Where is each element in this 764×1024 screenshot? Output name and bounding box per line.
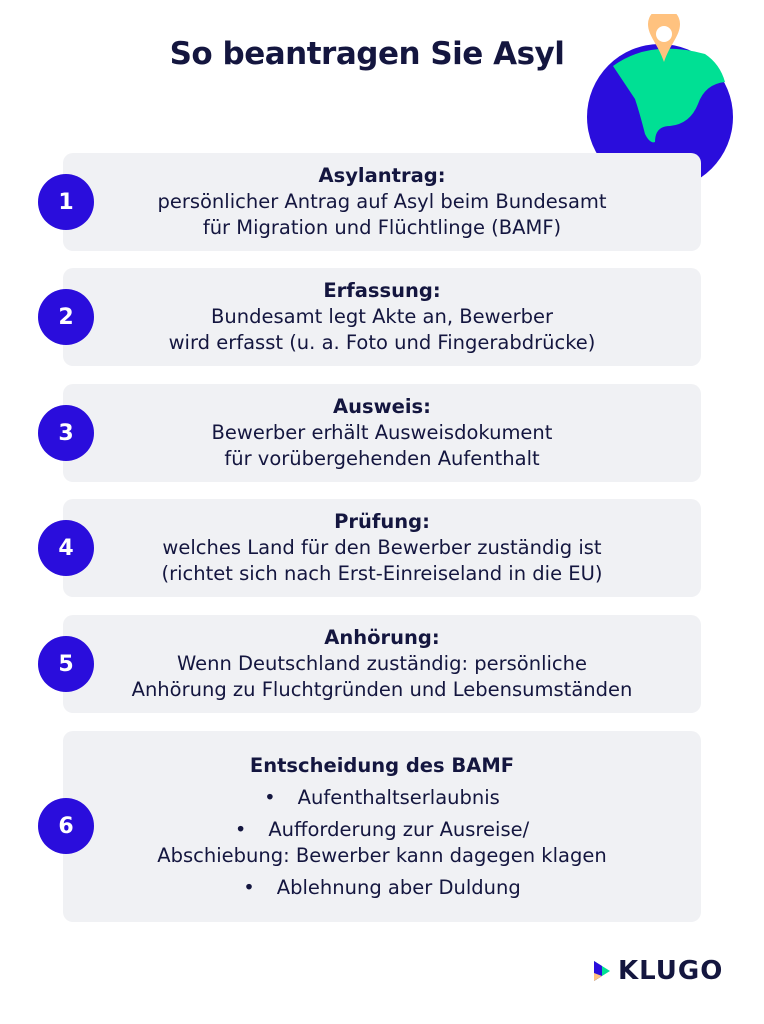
step-title: Asylantrag: [318, 164, 446, 187]
step-title: Anhörung: [324, 626, 440, 649]
klugo-logo [592, 956, 723, 986]
step-number-6: 6 [38, 798, 94, 854]
step-text: (richtet sich nach Erst-Einreiseland in die EU) [161, 562, 603, 585]
logo-play-icon [592, 960, 612, 982]
step-number-4: 4 [38, 520, 94, 576]
bullet-item-continued: Abschiebung: Bewerber kann dagegen klagen [157, 843, 607, 867]
bullet-item: • Ablehnung aber Duldung [243, 875, 520, 901]
bullet-item: • Aufenthaltserlaubnis [264, 785, 500, 811]
step-text: persönlicher Antrag auf Asyl beim Bundesamt [157, 190, 607, 213]
step-text: Anhörung zu Fluchtgründen und Lebensumständen [131, 678, 633, 701]
step-text: Bewerber erhält Ausweisdokument [211, 421, 553, 444]
step-text: welches Land für den Bewerber zuständig ist [162, 536, 602, 559]
step-card-5 [63, 615, 701, 713]
step-number-2: 2 [38, 289, 94, 345]
page-title: So beantragen Sie Asyl [169, 36, 565, 72]
step-number-5: 5 [38, 636, 94, 692]
step-text: für vorübergehenden Aufenthalt [224, 447, 540, 470]
step-text: wird erfasst (u. a. Foto und Fingerabdrücke) [168, 331, 596, 354]
step-card-1 [63, 153, 701, 251]
step-text: Wenn Deutschland zuständig: persönliche [176, 652, 587, 675]
step-text: Bundesamt legt Akte an, Bewerber [211, 305, 553, 328]
step-title: Erfassung: [323, 279, 441, 302]
step-number-3: 3 [38, 405, 94, 461]
step-title: Ausweis: [333, 395, 431, 418]
step-number-1: 1 [38, 174, 94, 230]
step-card-6 [63, 731, 701, 922]
logo-text: KLUGO [618, 956, 724, 986]
step-text: für Migration und Flüchtlinge (BAMF) [202, 216, 562, 239]
step-card-2 [63, 268, 701, 366]
step-card-3 [63, 384, 701, 482]
step-title: Entscheidung des BAMF [249, 753, 515, 777]
step-title: Prüfung: [334, 510, 430, 533]
bullet-item: • Aufforderung zur Ausreise/ [235, 817, 529, 843]
step-card-4 [63, 499, 701, 597]
